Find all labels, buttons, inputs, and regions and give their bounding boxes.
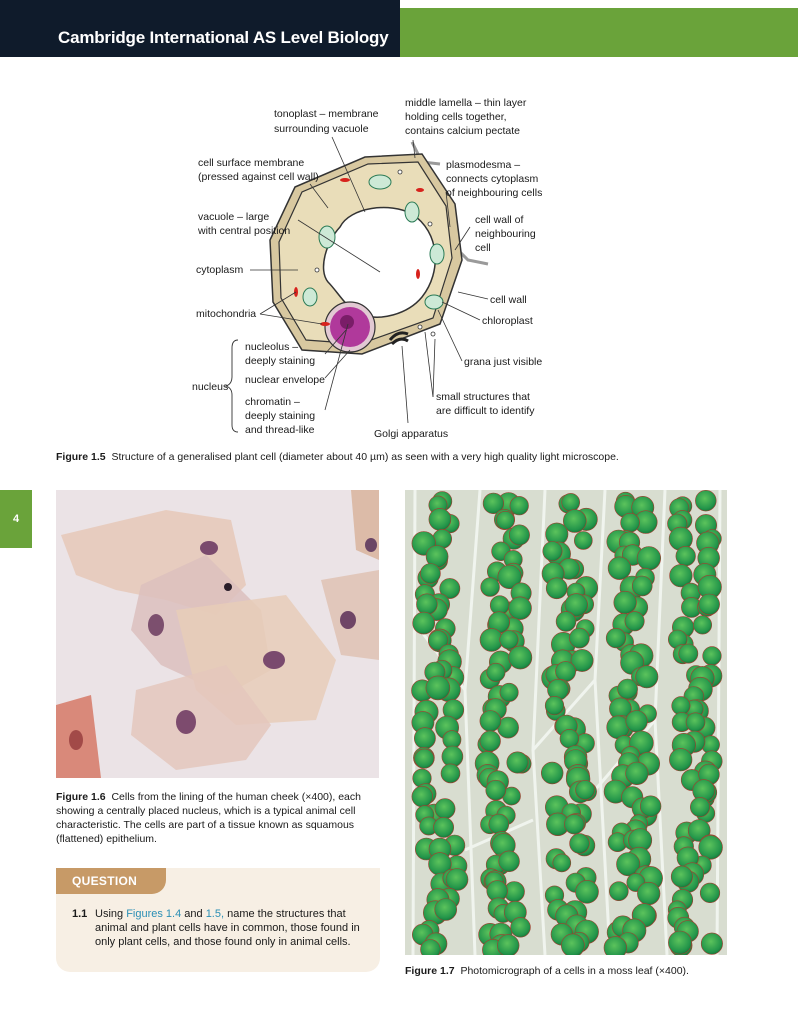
label-mitochondria: mitochondria — [196, 308, 257, 320]
label-middle-lamella-3: contains calcium pectate — [405, 125, 520, 137]
label-nucleolus-2: deeply staining — [245, 355, 316, 367]
label-chromatin-3: and thread-like — [245, 424, 315, 436]
label-plasmodesma: plasmodesma – — [446, 159, 521, 171]
label-vacuole: vacuole – large — [198, 211, 270, 223]
question-text — [95, 907, 365, 949]
label-cell-surface-membrane: cell surface membrane — [198, 157, 305, 169]
plant-cell-diagram — [150, 92, 710, 444]
figure-1-5-text: Structure of a generalised plant cell (diameter about 40 µm) as seen with a very high quality light microscope. — [111, 451, 619, 463]
figure-reference-link[interactable]: 1.5, — [205, 908, 225, 920]
label-neighbouring-cell-wall-2: neighbouring — [475, 228, 536, 240]
label-small-structures-2: are difficult to identify — [436, 405, 535, 417]
chloroplast-clusters — [412, 490, 723, 955]
figure-1-5-label: Figure 1.5 — [56, 451, 106, 463]
moss-leaf-photo — [405, 490, 727, 955]
label-vacuole-2: with central position — [198, 225, 291, 237]
page-number: 4 — [0, 490, 32, 548]
cheek-cells-photo — [56, 490, 379, 778]
figure-1-7-label: Figure 1.7 — [405, 965, 455, 977]
label-tonoplast-2: surrounding vacuole — [274, 123, 369, 135]
figure-1-6-text: Cells from the lining of the human cheek (×400), each showing a centrally placed nucleus, which is a typical animal cell characteristic. The cells are part of a tissue known as squamous (flattened) epithelium. — [56, 791, 361, 845]
book-title: Cambridge International AS Level Biology — [58, 28, 389, 47]
figure-1-5-caption — [56, 450, 746, 464]
label-plasmodesma-2: connects cytoplasm — [446, 173, 539, 185]
label-cell-surface-membrane-2: (pressed against cell wall) — [198, 171, 319, 183]
label-nucleolus: nucleolus – — [245, 341, 299, 353]
question-text-part: Using — [95, 908, 127, 920]
label-small-structures: small structures that — [436, 391, 530, 403]
label-grana: grana just visible — [464, 356, 543, 368]
header-accent-bar — [400, 8, 798, 57]
label-chloroplast: chloroplast — [482, 315, 533, 327]
figure-1-7-caption — [405, 964, 745, 978]
label-middle-lamella: middle lamella – thin layer — [405, 97, 527, 109]
label-cytoplasm: cytoplasm — [196, 264, 244, 276]
label-neighbouring-cell-wall: cell wall of — [475, 214, 524, 226]
figure-1-7-text: Photomicrograph of a cells in a moss leaf (×400). — [460, 965, 689, 977]
label-middle-lamella-2: holding cells together, — [405, 111, 507, 123]
label-chromatin: chromatin – — [245, 396, 300, 408]
question-number: 1.1 — [72, 908, 88, 920]
label-chromatin-2: deeply staining — [245, 410, 316, 422]
label-nucleus: nucleus — [192, 381, 229, 393]
label-golgi-apparatus: Golgi apparatus — [374, 428, 449, 440]
figure-1-6-caption — [56, 790, 380, 846]
question-text-part: name the structures that animal and plant cells have in common, those found in only plant cells, and those found only in animal cells. — [95, 908, 360, 948]
label-tonoplast: tonoplast – membrane — [274, 108, 379, 120]
label-cell-wall: cell wall — [490, 294, 527, 306]
label-plasmodesma-3: of neighbouring cells — [446, 187, 543, 199]
question-heading: QUESTION — [56, 868, 166, 894]
figure-1-6-label: Figure 1.6 — [56, 791, 106, 803]
question-text-part: and — [181, 908, 206, 920]
figure-reference-link[interactable]: Figures 1.4 — [126, 908, 182, 920]
label-neighbouring-cell-wall-3: cell — [475, 242, 491, 254]
label-nuclear-envelope: nuclear envelope — [245, 374, 325, 386]
